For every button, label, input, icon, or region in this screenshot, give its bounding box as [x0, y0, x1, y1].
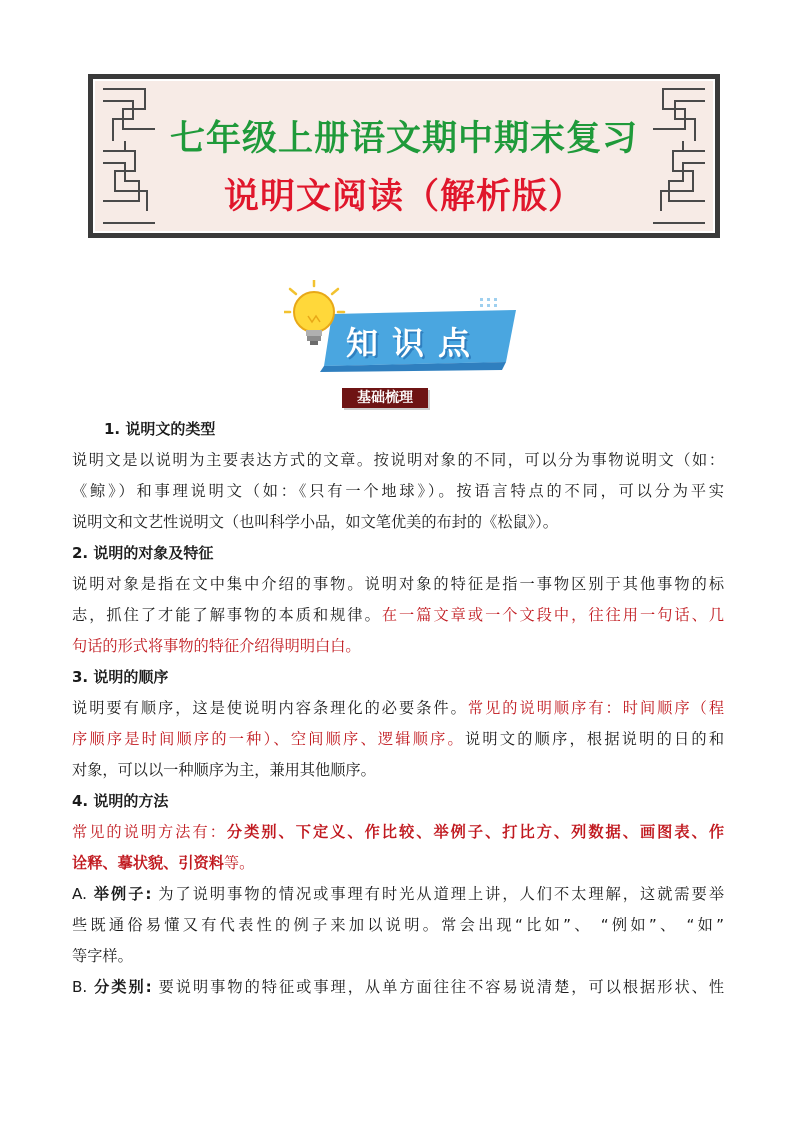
knowledge-point-text: 知识点	[346, 324, 485, 362]
section-3-line-3: 对象，可以以一种顺序为主，兼用其他顺序。	[72, 761, 376, 779]
method-a-term: 举例子:	[93, 885, 152, 903]
section-4-line-2-end: 等。	[223, 854, 255, 872]
section-2-line-3: 句话的形式将事物的特征介绍得明明白白。	[72, 637, 361, 655]
title-line-1: 七年级上册语文期中期末复习	[169, 118, 638, 159]
section-1-line-3: 说明文和文艺性说明文（也叫科学小品，如文笔优美的布封的《松鼠》）。	[72, 513, 558, 531]
section-1-line-1: 说明文是以说明为主要表达方式的文章。按说明对象的不同，可以分为事物说明文（如：	[72, 451, 724, 469]
method-b-text: 要说明事物的特征或事理，从单方面往往不容易说清楚，可以根据形状、性	[151, 978, 725, 996]
section-2-line-2-plain: 志，抓住了才能了解事物的本质和规律。	[72, 606, 382, 624]
method-a-line-3: 等字样。	[72, 947, 133, 965]
title-line-2: 说明文阅读（解析版）	[223, 176, 584, 217]
section-1-line-2: 《鲸》）和事理说明文（如：《只有一个地球》）。按语言特点的不同，可以分为平实	[72, 482, 724, 500]
section-2-line-2-highlight: 在一篇文章或一个文段中，往往用一句话、几	[381, 606, 725, 624]
method-a-prefix: A.	[72, 885, 94, 903]
section-tag: 基础梳理	[342, 388, 428, 408]
section-3-line-2-highlight: 序顺序是时间顺序的一种）、空间顺序、逻辑顺序。	[72, 730, 465, 748]
section-4-line-2	[72, 848, 724, 879]
method-b-prefix: B.	[72, 978, 95, 996]
section-3-line-1	[72, 693, 724, 724]
section-3-heading: 3. 说明的顺序	[72, 668, 169, 686]
title-banner-inner	[93, 79, 715, 233]
method-b-line-1	[72, 972, 724, 1003]
section-2-line-2	[72, 600, 724, 631]
method-a-text: 为了说明事物的情况或事理有时光从道理上讲，人们不太理解，这就需要举	[151, 885, 725, 903]
method-b-term: 分类别:	[94, 978, 152, 996]
method-a-line-2: 些既通俗易懂又有代表性的例子来加以说明。常会出现“比如”、 “例如”、 “如”	[72, 916, 724, 934]
knowledge-point-logo	[284, 280, 520, 372]
section-2-line-1: 说明对象是指在文中集中介绍的事物。说明对象的特征是指一事物区别于其他事物的标	[72, 575, 724, 593]
section-1-heading: 1. 说明文的类型	[104, 420, 216, 438]
method-a-line-1	[72, 879, 724, 910]
section-4-heading: 4. 说明的方法	[72, 792, 169, 810]
section-3-line-1-highlight: 常见的说明顺序有：时间顺序（程	[467, 699, 725, 717]
section-4-line-1	[72, 817, 724, 848]
section-2-heading: 2. 说明的对象及特征	[72, 544, 214, 562]
section-4-methods-list-1: 分类别、下定义、作比较、举例子、打比方、列数据、画图表、作	[226, 823, 725, 841]
section-4-line-1-intro: 常见的说明方法有：	[72, 823, 227, 841]
title-banner	[88, 74, 720, 238]
section-3-line-2-plain: 说明文的顺序，根据说明的日的和	[464, 730, 725, 748]
section-3-line-2	[72, 724, 724, 755]
section-4-methods-list-2: 诠释、摹状貌、引资料	[72, 854, 224, 872]
section-3-line-1-plain: 说明要有顺序，这是使说明内容条理化的必要条件。	[72, 699, 468, 717]
content-body	[72, 414, 724, 1003]
